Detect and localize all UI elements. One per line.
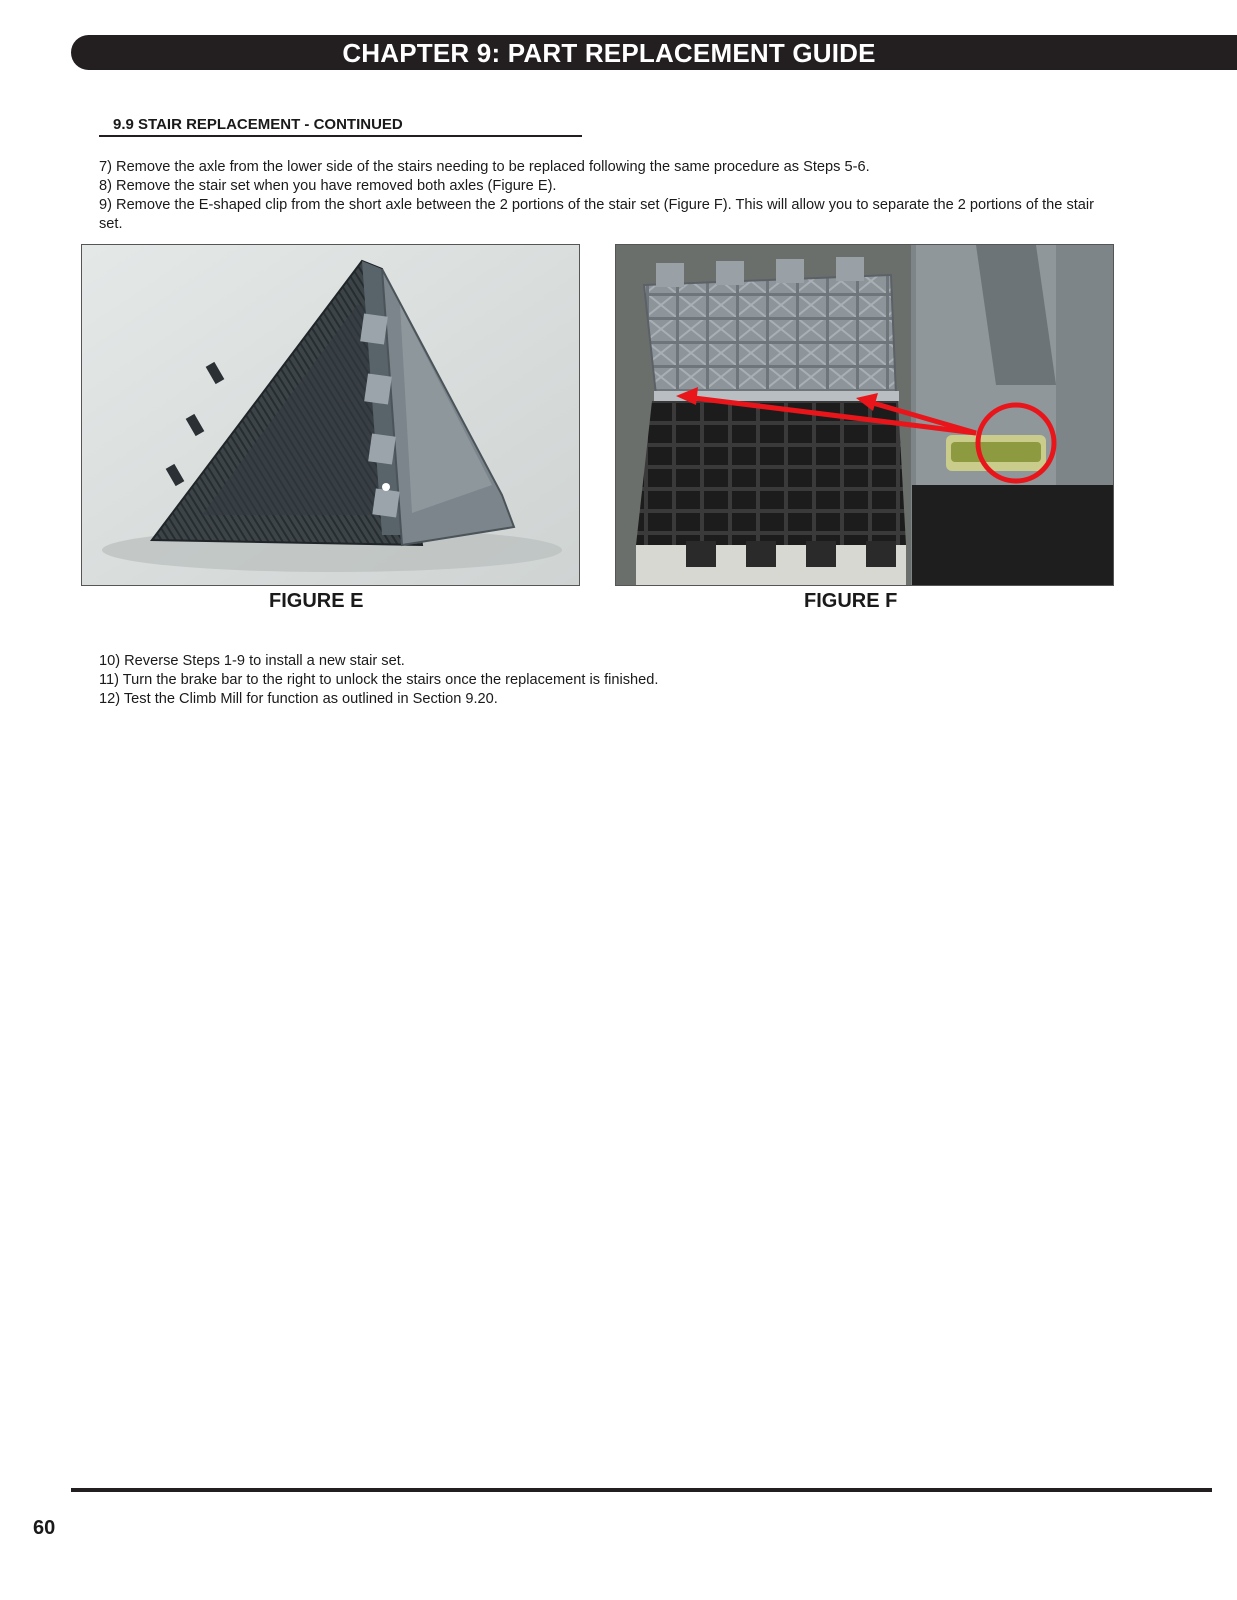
- figure-f-image: [615, 244, 1114, 586]
- step-7: 7) Remove the axle from the lower side of the stairs needing to be replaced following the same procedure as Steps 5-6.: [99, 159, 870, 175]
- chapter-title: CHAPTER 9: PART REPLACEMENT GUIDE: [342, 38, 876, 68]
- step-12: 12) Test the Climb Mill for function as outlined in Section 9.20.: [99, 691, 498, 707]
- step-8: 8) Remove the stair set when you have removed both axles (Figure E).: [99, 178, 557, 194]
- figure-f-caption: FIGURE F: [804, 590, 898, 612]
- step-10: 10) Reverse Steps 1-9 to install a new stair set.: [99, 653, 405, 669]
- steps-after-list: [99, 652, 1119, 709]
- steps-before-list: [99, 158, 1119, 234]
- section-underline: [99, 135, 582, 137]
- stair-set-photo-icon: [82, 245, 579, 585]
- page-number: 60: [33, 1517, 56, 1539]
- step-11: 11) Turn the brake bar to the right to unlock the stairs once the replacement is finished.: [99, 672, 659, 688]
- step-9: 9) Remove the E-shaped clip from the short axle between the 2 portions of the stair set (Figure F). This will allow you to separate the 2 portions of the stair set.: [99, 197, 1095, 232]
- chapter-header-bar: [71, 35, 1237, 70]
- figure-e-image: [81, 244, 580, 586]
- footer-rule: [71, 1488, 1212, 1492]
- figure-e-caption: FIGURE E: [269, 590, 364, 612]
- stair-axle-clip-photo-icon: [616, 245, 1113, 585]
- section-title: 9.9 STAIR REPLACEMENT - CONTINUED: [113, 116, 403, 133]
